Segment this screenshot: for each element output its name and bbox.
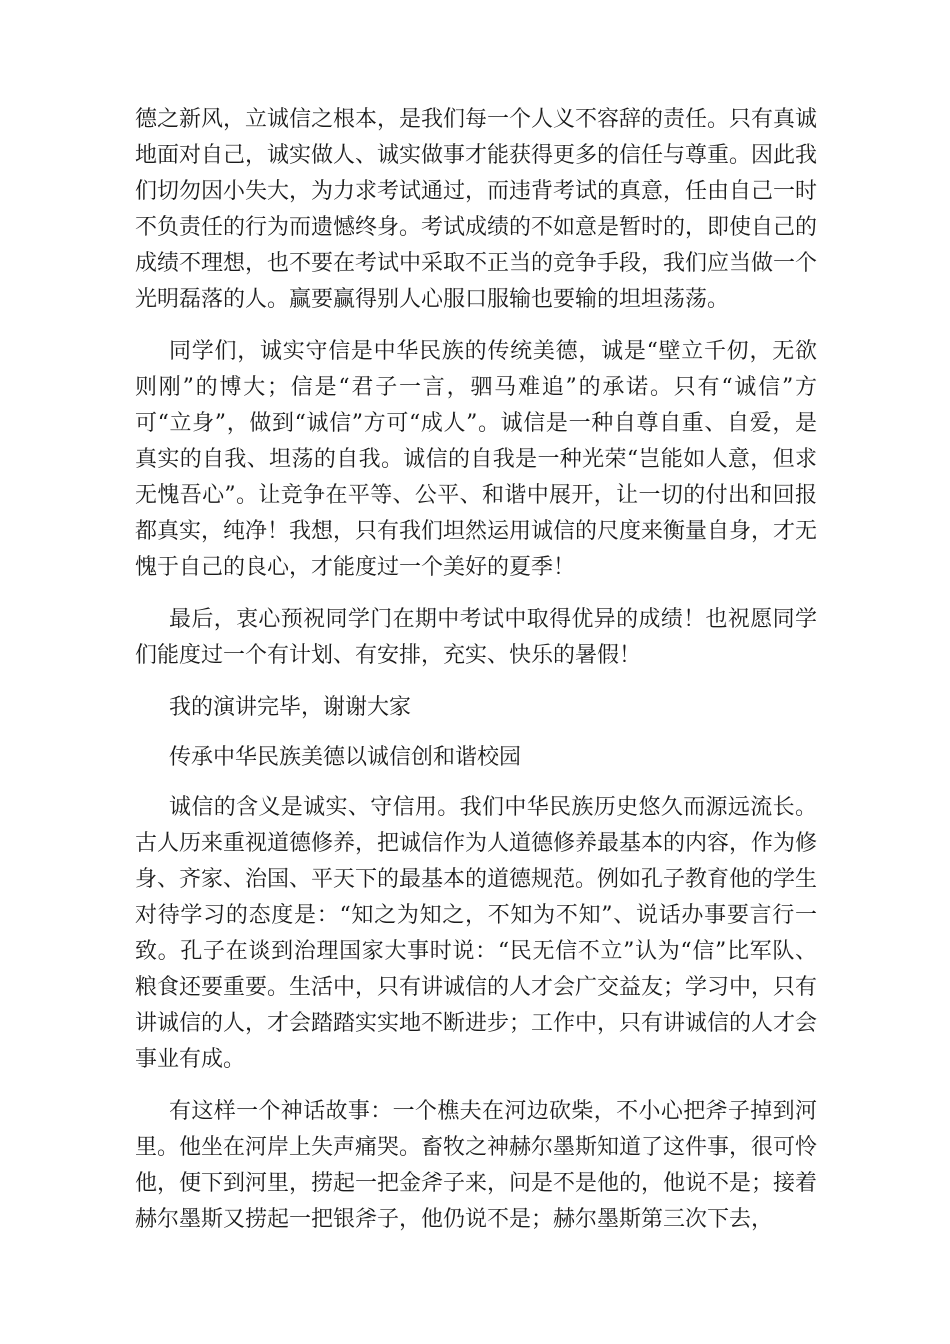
- paragraph-speech-end: 我的演讲完毕，谢谢大家: [169, 695, 412, 720]
- document-page: [135, 102, 817, 1254]
- paragraph-closing-wishes: 最后，衷心预祝同学门在期中考试中取得优异的成绩！也祝愿同学们能度过一个有计划、有安排，充实、快乐的暑假！: [135, 607, 817, 668]
- paragraph-integrity-responsibility: 德之新风，立诚信之根本，是我们每一个人义不容辞的责任。只有真诚地面对自己，诚实做人、诚实做事才能获得更多的信任与尊重。因此我们切勿因小失大，为力求考试通过，而违背考试的真意，任由自己一时不负责任的行为而遗憾终身。考试成绩的不如意是暂时的，即使自己的成绩不理想，也不要在考试中采取不正当的竞争手段，我们应当做一个光明磊落的人。赢要赢得别人心服口服输也要输的坦坦荡荡。: [135, 107, 818, 312]
- paragraph-classmates-integrity: 同学们，诚实守信是中华民族的传统美德，诚是“壁立千仞，无欲则刚”的博大；信是“君子一言，驷马难追”的承诺。只有“诚信”方可“立身”，做到“诚信”方可“成人”。诚信是一种自尊自重、自爱，是真实的自我、坦荡的自我。诚信的自我是一种光荣“岂能如人意，但求无愧吾心”。让竞争在平等、公平、和谐中展开，让一切的付出和回报都真实，纯净！我想，只有我们坦然运用诚信的尺度来衡量自身，才无愧于自己的良心，才能度过一个美好的夏季！: [135, 339, 818, 580]
- paragraph-myth-story: 有这样一个神话故事：一个樵夫在河边砍柴，不小心把斧子掉到河里。他坐在河岸上失声痛哭。畜牧之神赫尔墨斯知道了这件事，很可怜他，便下到河里，捞起一把金斧子来，问是不是他的，他说不是；接着赫尔墨斯又捞起一把银斧子，他仍说不是；赫尔墨斯第三次下去，: [135, 1099, 818, 1232]
- paragraph-meaning-of-integrity: 诚信的含义是诚实、守信用。我们中华民族历史悠久而源远流长。古人历来重视道德修养，把诚信作为人道德修养最基本的内容，作为修身、齐家、治国、平天下的最基本的道德规范。例如孔子教育他的学生对待学习的态度是：“知之为知之，不知为不知”、说话办事要言行一致。孔子在谈到治理国家大事时说：“民无信不立”认为“信”比军队、粮食还要重要。生活中，只有讲诚信的人才会广交益友；学习中，只有讲诚信的人，才会踏踏实实地不断进步；工作中，只有讲诚信的人才会事业有成。: [135, 795, 818, 1072]
- section-title: 传承中华民族美德以诚信创和谐校园: [169, 745, 522, 770]
